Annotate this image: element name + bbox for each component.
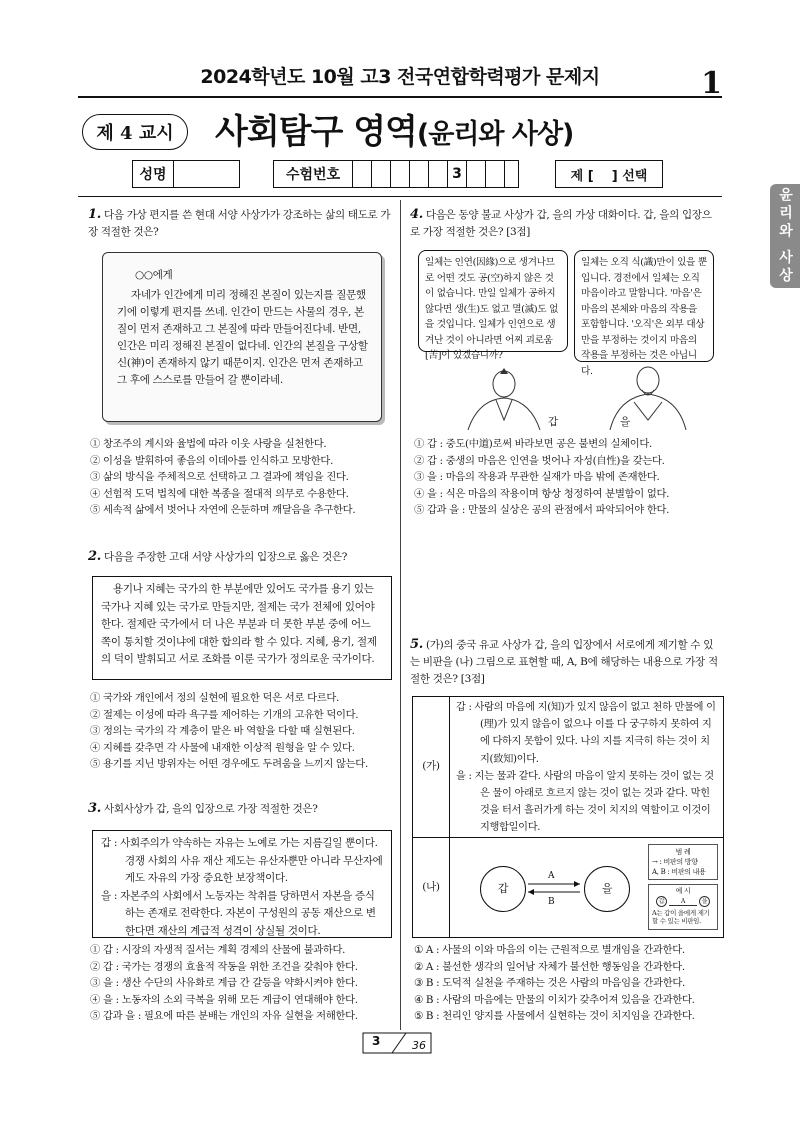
question-3-passage [92,830,392,938]
choice[interactable]: ③ 을 : 마음의 작용과 무관한 실재가 마음 밖에 존재한다. [414,471,660,483]
column-divider [400,200,401,1030]
exam-title: 2024학년도 10월 고3 전국연합학력평가 문제지 [200,66,600,88]
selection-label: 제 [ ] 선택 [570,168,648,184]
choice[interactable]: ② 갑 : 국가는 경쟁의 효율적 작동을 위한 조건을 갖춰야 한다. [90,960,358,973]
critique-diagram [450,838,723,937]
choice[interactable]: ① A : 사물의 이와 마음의 이는 근원적으로 별개임을 간과한다. [414,944,685,956]
exam-number-cell[interactable] [391,161,410,187]
circle-gap: 갑 [480,866,526,912]
legend-box [648,844,718,880]
circle-eul: 을 [584,866,630,912]
exam-number-cell[interactable] [486,161,505,187]
exam-number-field[interactable] [273,160,519,188]
header-rule [78,96,722,98]
legend-line: → : 비판의 방향 [652,858,698,866]
arrow-label-a: A [548,871,555,881]
question-5-text: (가)의 중국 유교 사상가 갑, 을의 입장에서 서로에게 제기할 수 있는 비판을 (나) 그림으로 표현할 때, A, B에 해당하는 내용으로 가장 적절한 것은? [3점] [410,639,718,685]
choice[interactable]: ④ B : 사람의 마음에는 만물의 이치가 갖추어져 있음을 간과한다. [414,993,695,1006]
figure-label-gap: 갑 [548,416,558,428]
choice[interactable]: ① 국가와 개인에서 정의 실현에 필요한 덕은 서로 다르다. [90,692,339,704]
selection-field[interactable] [555,160,663,188]
choice[interactable]: ⑤ B : 천리인 양지를 사물에서 실현하는 것이 치지임을 간과한다. [414,1010,695,1022]
question-3-choices [90,942,396,1025]
choice[interactable]: ② 이성을 발휘하여 좋음의 이데아를 인식하고 모방한다. [90,454,334,467]
choice[interactable]: ② 갑 : 중생의 마음은 인연을 벗어나 자성(自性)을 갖는다. [414,454,665,467]
speaker-eul: 을 : 지는 물과 같다. 사람의 마음이 알지 못하는 것이 없는 것은 물이 아래로 흐르지 않는 것이 없는 것과 같다. 막힌 것을 터서 흘러가게 하는 것이 치지의 역할이고 이것이 지행합일이다. [456,770,714,834]
choice[interactable]: ① 창조주의 계시와 율법에 따라 이웃 사랑을 실천한다. [90,438,327,450]
period-label: 제 4 교시 [82,114,188,150]
choice[interactable]: ③ 을 : 생산 수단의 사유화로 계급 간 갈등을 약화시켜야 한다. [90,977,358,989]
choice[interactable]: ③ B : 도덕적 실천을 주재하는 것은 사람의 마음임을 간과한다. [414,977,685,989]
choice[interactable]: ④ 을 : 노동자의 소외 극복을 위해 모든 계급이 연대해야 한다. [90,993,358,1006]
question-4-stem [410,206,720,241]
choice[interactable]: ③ 삶의 방식을 주체적으로 선택하고 그 결과에 책임을 진다. [90,471,349,483]
figure-label-eul: 을 [620,416,630,428]
question-1-choices [90,436,396,519]
choice[interactable]: ⑤ 갑과 을 : 만물의 실상은 공의 관점에서 파악되어야 한다. [414,504,670,516]
question-1-number: 1. [88,207,101,222]
choice[interactable]: ⑤ 세속적 삶에서 벗어나 자연에 은둔하며 깨달음을 추구한다. [90,504,356,516]
passage-ga-body [450,697,723,837]
question-2-passage [92,576,392,680]
speaker-gap: 갑 : 사회주의가 약속하는 자유는 노예로 가는 지름길일 뿐이다. 경쟁 사회의 사유 재산 제도는 유산자뿐만 아니라 무산자에게도 자유의 가장 중요한 보장책이다. [101,837,383,884]
example-circle-gap: 갑 [656,896,667,907]
legend-line: A, B : 비판의 내용 [652,868,706,876]
choice[interactable]: ③ 정의는 국가의 각 계층이 맡은 바 역할을 다할 때 실현된다. [90,725,355,737]
exam-number-cell[interactable] [467,161,486,187]
arrow-label-b: B [548,897,555,907]
total-pages: 36 [412,1039,426,1052]
choice[interactable]: ⑤ 갑과 을 : 필요에 따른 분배는 개인의 자유 실현을 저해한다. [90,1010,358,1022]
example-title: 예 시 [675,887,691,895]
choice[interactable]: ① 갑 : 시장의 자생적 질서는 계획 경제의 산물에 불과하다. [90,944,346,956]
content-rule [78,196,722,197]
passage-text: 용기나 지혜는 국가의 한 부분에만 있어도 국가를 용기 있는 국가나 지혜 있는 국가로 만들지만, 절제는 국가 전체에 있어야 한다. 절제란 국가에서 더 나은 부분과 더 못한 부분 중에 어느 쪽이 통치할 것이냐에 대한 합의라 할 수 있다. 지혜, 용기, 절제의 덕이 발휘되고 서로 조화를 이룬 국가가 정의로운 국가이다. [101,583,377,665]
question-4-choices [414,436,726,519]
question-1-text: 다음 가상 편지를 쓴 현대 서양 사상가가 강조하는 삶의 태도로 가장 적절한 것은? [88,209,391,238]
subject-name: 사회탐구 영역 [215,112,417,152]
letter-scroll [102,252,382,422]
question-3-stem [88,800,392,818]
letter-greeting: ○○에게 [135,269,173,281]
question-4-text: 다음은 동양 불교 사상가 갑, 을의 가상 대화이다. 갑, 을의 입장으로 가장 적절한 것은? [3점] [410,209,712,238]
subject-subtitle: (윤리와 사상) [416,119,574,150]
question-2-text: 다음을 주장한 고대 서양 사상가의 입장으로 옳은 것은? [103,551,348,563]
name-field[interactable] [132,160,240,188]
choice[interactable]: ④ 지혜를 갖추면 각 사물에 내재한 이상적 원형을 알 수 있다. [90,741,355,754]
exam-number-cell[interactable] [505,161,518,187]
example-box [648,884,718,930]
example-description: A는 갑이 을에게 제기할 수 있는 비판임. [652,909,710,925]
question-1-stem [88,206,392,241]
question-5-passage-ga [412,696,724,838]
name-blank[interactable] [174,161,239,187]
subject-side-tab: 윤리와 사상 [770,184,800,288]
question-5-diagram-na [412,838,724,938]
speech-bubble-gap: 일체는 인연(因緣)으로 생겨나므로 어떤 것도 공(空)하지 않은 것이 없습니다. 만일 일체가 공하지 않다면 생(生)도 없고 멸(滅)도 없을 것입니다. 일체가 인연으로 생겨난 것이 아니라면 어찌 괴로움[苦]이 있겠습니까? [418,250,568,352]
question-3-number: 3. [88,801,101,816]
question-4-number: 4. [410,207,423,222]
question-2-number: 2. [88,549,101,564]
choice[interactable]: ① 갑 : 중도(中道)로써 바라보면 공은 불변의 실체이다. [414,438,653,450]
choice[interactable]: ② A : 불선한 생각의 일어남 자체가 불선한 행동임을 간과한다. [414,960,685,973]
choice[interactable]: ④ 선험적 도덕 법칙에 대한 복종을 절대적 의무로 수용한다. [90,487,349,500]
label-ga: (가) [413,697,450,837]
example-diagram [652,896,714,907]
speaker-eul: 을 : 자본주의 사회에서 노동자는 착취를 당하면서 자본을 증식하는 존재로 전락한다. 자본이 구성원의 공동 재산으로 변한다면 재산의 계급적 성격이 상실될 것이다. [101,889,376,937]
question-2-choices [90,690,396,773]
exam-number-cell[interactable] [410,161,429,187]
speaker-gap: 갑 : 사람의 마음에 지(知)가 있지 않음이 없고 천하 만물에 이(理)가 있지 않음이 없으나 이를 다 궁구하지 못하여 지에 다하지 못함이 있다. 나의 지를 지극히 하는 것이 치지(致知)이다. [456,702,716,765]
exam-number-cell[interactable] [372,161,391,187]
name-label: 성명 [133,161,174,187]
question-2-stem [88,548,392,566]
exam-number-cell-filled: 3 [448,161,467,187]
question-3-text: 사회사상가 갑, 을의 입장으로 가장 적절한 것은? [103,803,318,815]
current-page: 3 [372,1034,381,1048]
choice[interactable]: ② 절제는 이성에 따라 욕구를 제어하는 기개의 고유한 덕이다. [90,708,359,721]
question-5-number: 5. [410,637,423,652]
question-5-stem [410,636,722,688]
monk-eul-figure-icon [604,362,694,430]
question-5-choices [414,942,728,1025]
letter-body: 자네가 인간에게 미리 정해진 본질이 있는지를 질문했기에 이렇게 편지를 쓰네. 인간이 만드는 사물의 경우, 본질이 먼저 존재하고 그 본질에 따라 만들어진다네. 반면, 인간은 미리 정해진 본질이 없다네. 인간의 본질을 구상할 신(神)이 존재하지 않기 때문이지. 인간은 먼저 존재하고 그 후에 스스로를 만들어 갈 뿐이라네. [117,289,368,386]
subject-title [215,104,573,153]
choice[interactable]: ④ 을 : 식은 마음의 작용이며 항상 청정하여 분별함이 없다. [414,487,670,500]
page-number: 1 [701,66,722,101]
example-arrow: A [669,898,697,906]
speech-bubble-eul: 일체는 오직 식(識)만이 있을 뿐입니다. 경전에서 일체는 오직 마음이라고 말합니다. '마음'은 마음의 본체와 마음의 작용을 포함합니다. '오직'은 외부 대상만을 부정하는 것이지 마음의 작용을 부정하는 것은 아닙니다. [574,250,714,362]
label-na: (나) [413,838,450,937]
exam-number-cell[interactable] [353,161,372,187]
choice[interactable]: ⑤ 용기를 지닌 방위자는 어떤 경우에도 두려움을 느끼지 않는다. [90,758,368,770]
scholar-gap-figure-icon [460,364,550,430]
legend-title: 범 례 [675,848,691,856]
exam-number-label: 수험번호 [274,161,353,187]
example-circle-eul: 을 [699,896,710,907]
exam-number-cell[interactable] [429,161,448,187]
